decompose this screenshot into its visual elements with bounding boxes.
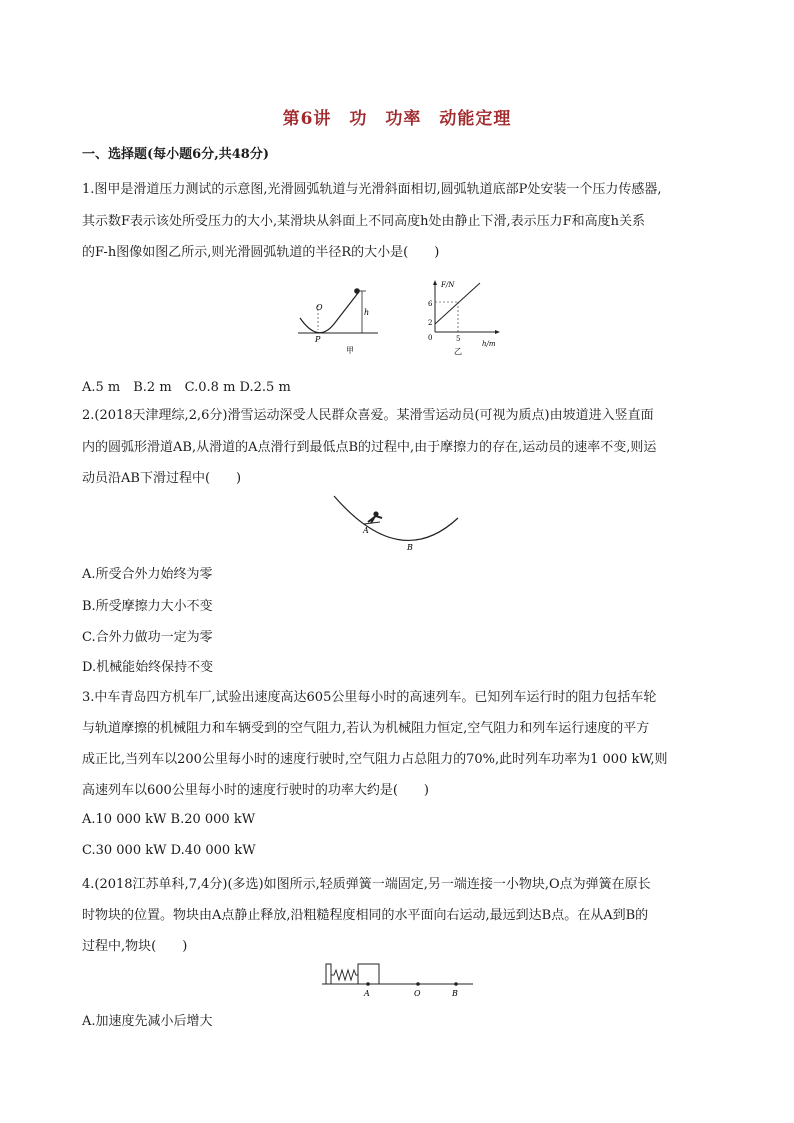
- page-title: 第6讲 功 功率 动能定理: [282, 109, 512, 129]
- q2-option-c: C.合外力做功一定为零: [82, 630, 213, 645]
- q1-options: A.5 m B.2 m C.0.8 m D.2.5 m: [82, 380, 291, 395]
- tick-6: 6: [428, 300, 433, 308]
- q2-line-2: 内的圆弧形滑道AB,从滑道的A点滑行到最低点B的过程中,由于摩擦力的存在,运动员的速率不变,则运: [82, 440, 657, 455]
- q2-option-a: A.所受合外力始终为零: [82, 567, 213, 582]
- section-heading: 一、选择题(每小题6分,共48分): [82, 147, 269, 162]
- caption-jia: 甲: [346, 346, 354, 355]
- spring-icon: [331, 970, 358, 980]
- label-a: A: [363, 526, 369, 535]
- q3-options-ab: A.10 000 kW B.20 000 kW: [82, 812, 256, 827]
- q3-options-cd: C.30 000 kW D.40 000 kW: [82, 843, 256, 858]
- q2-line-3: 动员沿AB下滑过程中( ): [82, 471, 242, 486]
- tick-0: 0: [428, 334, 433, 342]
- q1-line-3: 的F-h图像如图乙所示,则光滑圆弧轨道的半径R的大小是( ): [82, 245, 440, 260]
- q4-figure-spring: [318, 958, 478, 1000]
- tick-2: 2: [428, 319, 433, 327]
- q2-option-b: B.所受摩擦力大小不变: [82, 599, 213, 614]
- q2-option-d: D.机械能始终保持不变: [82, 660, 214, 675]
- label-o: O: [414, 989, 421, 998]
- caption-yi: 乙: [454, 347, 462, 356]
- q3-line-2: 与轨道摩擦的机械阻力和车辆受到的空气阻力,若认为机械阻力恒定,空气阻力和列车运行速度的平方: [82, 721, 650, 736]
- label-p: P: [315, 335, 321, 344]
- tick-5: 5: [456, 335, 461, 343]
- q2-line-1: 2.(2018天津理综,2,6分)滑雪运动深受人民群众喜爱。某滑雪运动员(可视为质点)由坡道进入竖直面: [82, 408, 654, 423]
- q3-line-1: 3.中车青岛四方机车厂,试验出速度高达605公里每小时的高速列车。已知列车运行时的阻力包括车轮: [82, 690, 657, 705]
- q4-line-1: 4.(2018江苏单科,7,4分)(多选)如图所示,轻质弹簧一端固定,另一端连接一小物块,O点为弹簧在原长: [82, 877, 651, 892]
- q1-figure-yi: [420, 278, 520, 360]
- q3-line-4: 高速列车以600公里每小时的速度行驶时的功率大约是( ): [82, 783, 429, 798]
- q3-line-3: 成正比,当列车以200公里每小时的速度行驶时,空气阻力占总阻力的70%,此时列车功率为1 000 kW,则: [82, 752, 668, 767]
- q2-figure-arc: [330, 492, 465, 552]
- q1-line-2: 其示数F表示该处所受压力的大小,某滑块从斜面上不同高度h处由静止下滑,表示压力F和高度h关系: [82, 214, 646, 229]
- label-fn: F/N: [441, 281, 455, 289]
- label-h: h: [364, 308, 370, 317]
- q4-line-3: 过程中,物块( ): [82, 939, 188, 954]
- q4-option-a: A.加速度先减小后增大: [82, 1014, 213, 1029]
- label-b: B: [407, 543, 413, 552]
- label-b: B: [452, 989, 458, 998]
- skier-icon: [364, 511, 382, 524]
- block: [358, 964, 379, 984]
- q1-figure-jia: [296, 278, 396, 360]
- label-hm: h/m: [482, 340, 496, 348]
- q4-line-2: 时物块的位置。物块由A点静止释放,沿粗糙程度相同的水平面向右运动,最远到达B点。在从A到B的: [82, 908, 649, 923]
- q1-line-1: 1.图甲是滑道压力测试的示意图,光滑圆弧轨道与光滑斜面相切,圆弧轨道底部P处安装一个压力传感器,: [82, 182, 662, 197]
- label-a: A: [364, 989, 370, 998]
- label-o: O: [316, 303, 323, 312]
